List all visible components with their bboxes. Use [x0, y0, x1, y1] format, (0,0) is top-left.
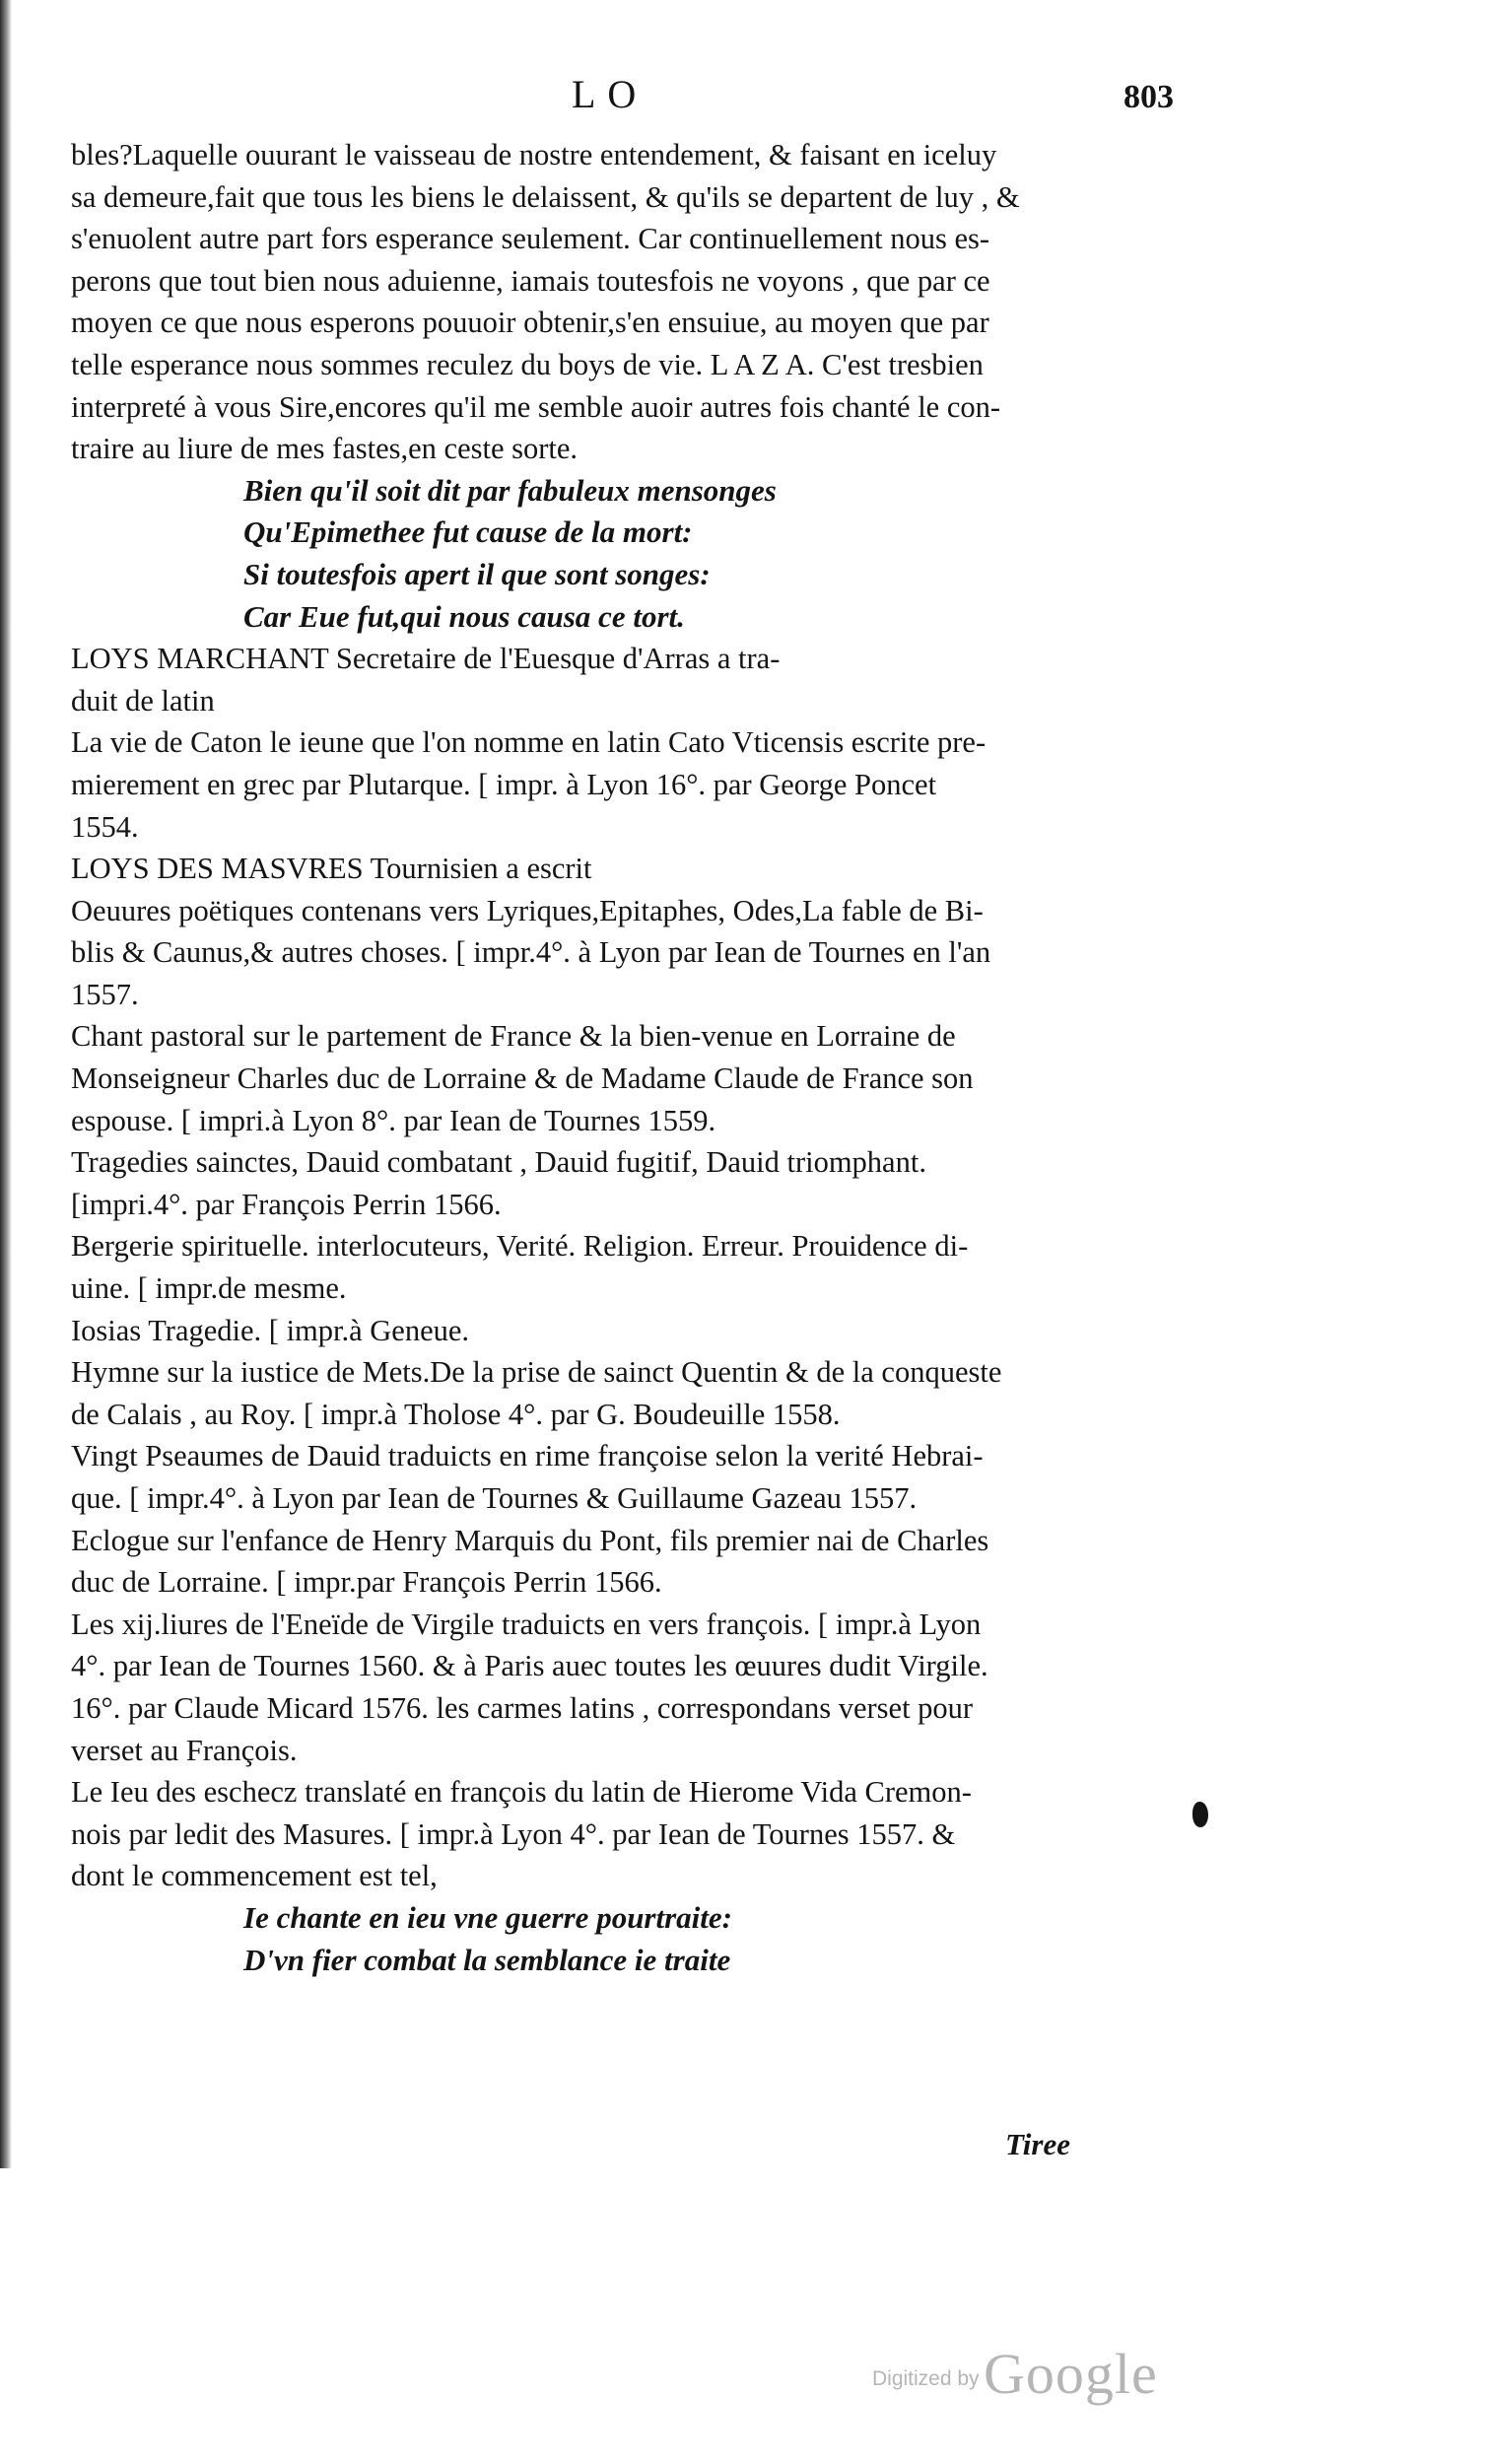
text-line: Eclogue sur l'enfance de Henry Marquis du Pont, fils premier nai de Charles [71, 1523, 989, 1557]
catchword: Tiree [1005, 2127, 1070, 2161]
text-line: LOYS MARCHANT Secretaire de l'Euesque d'Arras a tra- [71, 642, 781, 676]
text-line: dont le commencement est tel, [71, 1859, 438, 1893]
text-line: perons que tout bien nous aduienne, iamais toutesfois ne voyons , que par ce [71, 263, 990, 298]
text-line: mierement en grec par Plutarque. [ impr. à Lyon 16°. par George Poncet [71, 767, 937, 801]
text-line: 16°. par Claude Micard 1576. les carmes latins , correspondans verset pour [71, 1690, 974, 1725]
ink-blot [1192, 1802, 1208, 1827]
page-number: 803 [1124, 79, 1174, 115]
verse-line: Qu'Epimethee fut cause de la mort: [243, 514, 693, 550]
text-line: de Calais , au Roy. [ impr.à Tholose 4°. par G. Boudeuille 1558. [71, 1397, 841, 1431]
text-line: s'enuolent autre part fors esperance seulement. Car continuellement nous es- [71, 222, 990, 256]
text-line: sa demeure,fait que tous les biens le delaissent, & qu'ils se departent de luy , & [71, 179, 1020, 214]
text-line: 1557. [71, 977, 139, 1011]
text-line: duc de Lorraine. [ impr.par François Perrin 1566. [71, 1565, 662, 1600]
text-line: Chant pastoral sur le partement de France & la bien-venue en Lorraine de [71, 1019, 956, 1054]
body-text [71, 134, 1204, 1981]
watermark-brand: Google [984, 2342, 1158, 2406]
running-head: LO [572, 72, 648, 116]
page-gutter-shadow [0, 0, 12, 2168]
verse-line: Bien qu'il soit dit par fabuleux mensonges [243, 472, 777, 508]
text-line: espouse. [ impri.à Lyon 8°. par Iean de Tournes 1559. [71, 1103, 716, 1137]
text-line: Tragedies sainctes, Dauid combatant , Dauid fugitif, Dauid triomphant. [71, 1145, 926, 1180]
text-line: Vingt Pseaumes de Dauid traduicts en rime françoise selon la verité Hebrai- [71, 1439, 984, 1473]
text-line: Les xij.liures de l'Eneïde de Virgile traduicts en vers françois. [ impr.à Lyon [71, 1607, 982, 1641]
watermark-prefix: Digitized by [872, 2367, 980, 2390]
text-line: La vie de Caton le ieune que l'on nomme en latin Cato Vticensis escrite pre- [71, 725, 987, 760]
text-line: [impri.4°. par François Perrin 1566. [71, 1187, 502, 1221]
text-line: verset au François. [71, 1733, 298, 1767]
text-line: duit de latin [71, 683, 215, 718]
text-line: telle esperance nous sommes reculez du boys de vie. L A Z A. C'est tresbien [71, 347, 984, 381]
text-line: Monseigneur Charles duc de Lorraine & de Madame Claude de France son [71, 1061, 974, 1096]
page-header [0, 71, 1498, 130]
text-line: bles?Laquelle ouurant le vaisseau de nostre entendement, & faisant en iceluy [71, 138, 997, 171]
text-line: Iosias Tragedie. [ impr.à Geneue. [71, 1313, 470, 1347]
text-line: moyen ce que nous esperons pouuoir obtenir,s'en ensuiue, au moyen que par [71, 306, 989, 340]
text-line: Bergerie spirituelle. interlocuteurs, Verité. Religion. Erreur. Prouidence di- [71, 1229, 969, 1264]
text-line: interpreté à vous Sire,encores qu'il me semble auoir autres fois chanté le con- [71, 389, 1001, 424]
text-line: Oeuures poëtiques contenans vers Lyriques,Epitaphes, Odes,La fable de Bi- [71, 893, 984, 927]
verse-line: Ie chante en ieu vne guerre pourtraite: [243, 1899, 732, 1935]
text-line: traire au liure de mes fastes,en ceste sorte. [71, 432, 579, 466]
text-line: Hymne sur la iustice de Mets.De la prise de sainct Quentin & de la conqueste [71, 1355, 1002, 1390]
text-line: blis & Caunus,& autres choses. [ impr.4°. à Lyon par Iean de Tournes en l'an [71, 935, 991, 970]
text-line: LOYS DES MASVRES Tournisien a escrit [71, 852, 592, 886]
verse-line: Si toutesfois apert il que sont songes: [243, 556, 711, 591]
text-line: nois par ledit des Masures. [ impr.à Lyon 4°. par Iean de Tournes 1557. & [71, 1816, 956, 1851]
text-line: 4°. par Iean de Tournes 1560. & à Paris auec toutes les œuures dudit Virgile. [71, 1649, 988, 1683]
text-line: 1554. [71, 809, 139, 844]
verse-line: D'vn fier combat la semblance ie traite [243, 1942, 731, 1977]
text-line: Le Ieu des eschecz translaté en françois du latin de Hierome Vida Cremon- [71, 1775, 972, 1810]
text-line: que. [ impr.4°. à Lyon par Iean de Tournes & Guillaume Gazeau 1557. [71, 1481, 918, 1515]
text-line: uine. [ impr.de mesme. [71, 1271, 347, 1306]
digitization-watermark [872, 2341, 1158, 2407]
verse-line: Car Eue fut,qui nous causa ce tort. [243, 598, 685, 634]
